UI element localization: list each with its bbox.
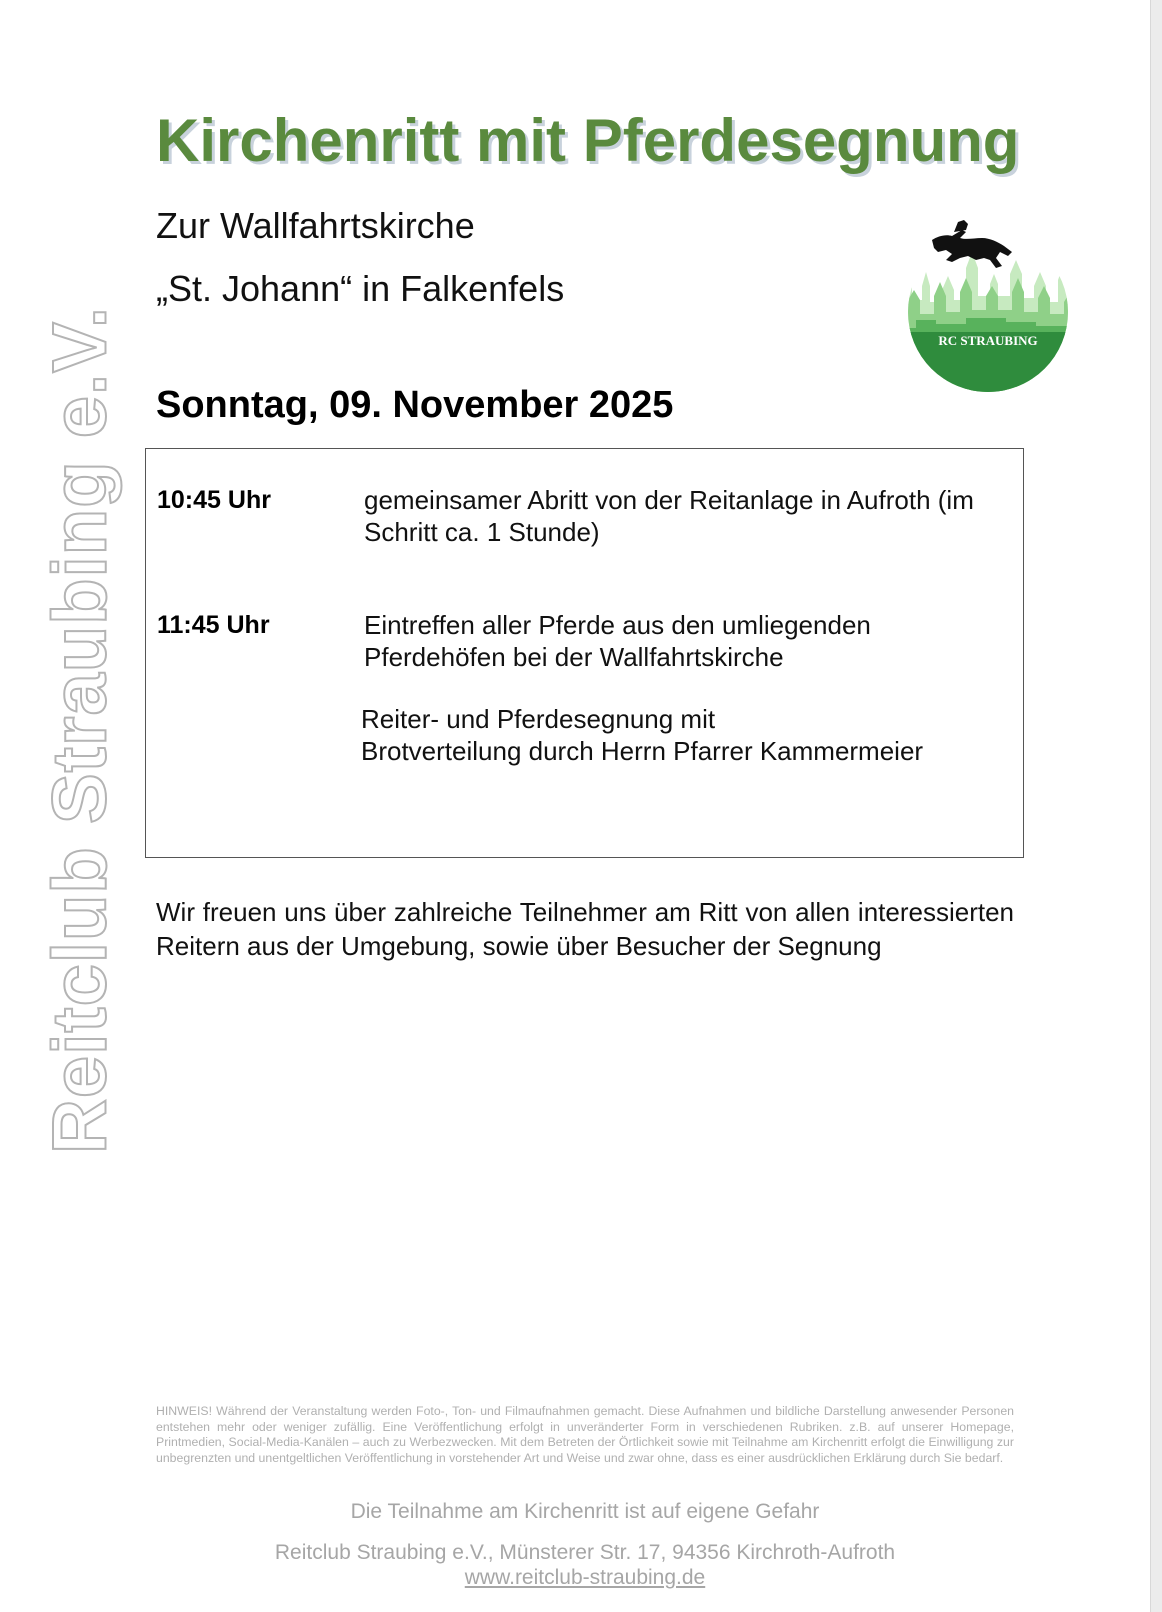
blessing-line: Brotverteilung durch Herrn Pfarrer Kammermeier [361, 736, 924, 766]
logo-text: RC STRAUBING [938, 333, 1038, 348]
schedule-time: 10:45 Uhr [157, 486, 271, 514]
website-link[interactable]: www.reitclub-straubing.de [464, 1566, 706, 1589]
blessing-line: Reiter- und Pferdesegnung mit [361, 704, 716, 734]
page-title: Kirchenritt mit Pferdesegnung [156, 107, 1020, 174]
risk-notice: Die Teilnahme am Kirchenritt ist auf eigene Gefahr [350, 1500, 820, 1523]
schedule-description: Eintreffen aller Pferde aus den umliegenden Pferdehöfen bei der Wallfahrtskirche [364, 610, 871, 672]
club-name-vertical: Reitclub Straubing e.V. [37, 306, 123, 1154]
subtitle-church: Zur Wallfahrtskirche [156, 205, 475, 246]
club-logo [896, 216, 1080, 392]
event-date: Sonntag, 09. November 2025 [156, 384, 674, 426]
club-address: Reitclub Straubing e.V., Münsterer Str. 17, 94356 Kirchroth-Aufroth [274, 1541, 896, 1564]
privacy-notice: HINWEIS! Während der Veranstaltung werden Foto-, Ton- und Filmaufnahmen gemacht. Diese Aufnahmen und bildliche Darstellung anwesender Personen entstehen mehr oder weniger zufällig. Eine Veröffentlichung erfolgt in unveränderter Form in verschiedenen Rubriken. z.B. auf unserer Homepage, Printmedien, Social-Media-Kanälen – auch zu Werbezwecken. Mit dem Betreten der Örtlichkeit sowie mit Teilnahme am Kirchenritt erfolgt die Einwilligung zur unbegrenzten und unentgeltlichen Veröffentlichung in vorstehender Art und Weise und zwar ohne, dass es einer ausdrücklichen Erklärung durch Sie bedarf. [156, 1404, 1014, 1465]
invitation-text: Wir freuen uns über zahlreiche Teilnehmer am Ritt von allen interessierten Reitern aus der Umgebung, sowie über Besucher der Segnung [156, 897, 1014, 961]
subtitle-location: „St. Johann“ in Falkenfels [156, 268, 565, 309]
blessing-description [361, 703, 1011, 767]
schedule-time: 11:45 Uhr [157, 611, 270, 639]
schedule-description: gemeinsamer Abritt von der Reitanlage in Aufroth (im Schritt ca. 1 Stunde) [364, 485, 974, 547]
